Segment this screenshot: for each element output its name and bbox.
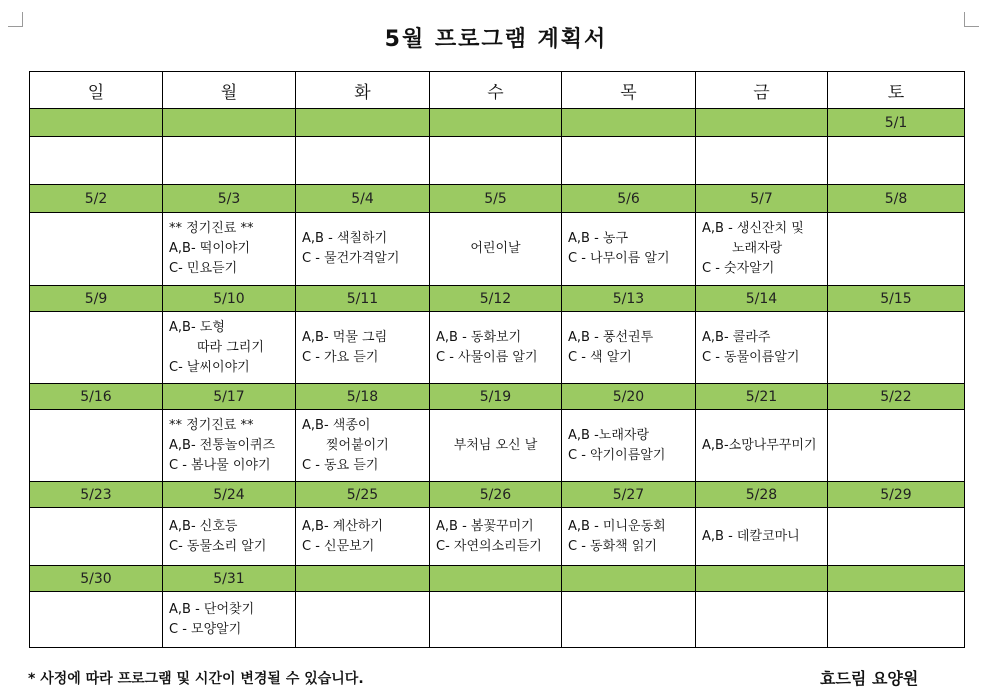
date-cell: 5/18 [296,384,430,410]
program-line: C - 나무이름 알기 [568,251,670,266]
date-cell [430,109,562,137]
date-cell [296,109,430,137]
program-cell [828,213,965,286]
program-line: C - 동물이름알기 [702,349,800,365]
program-cell [828,592,965,648]
weekday-sat: 토 [828,72,965,109]
date-cell: 5/10 [163,286,296,312]
weekday-mon: 월 [163,72,296,109]
program-cell [828,410,965,482]
program-row [30,508,965,566]
program-cell [296,137,430,185]
date-cell: 5/31 [163,566,296,592]
weekday-sun: 일 [30,72,163,109]
program-cell [163,410,296,482]
date-cell: 5/9 [30,286,163,312]
program-line: C - 동화책 읽기 [568,538,657,554]
date-cell [696,109,828,137]
program-line: C - 물건가격알기 [302,251,400,266]
program-cell [696,312,828,384]
date-cell [828,566,965,592]
program-cell [296,508,430,566]
program-line: 찢어붙이기 [326,437,389,453]
program-line: C - 악기이름알기 [568,447,666,463]
program-cell [430,213,562,286]
date-cell [562,566,696,592]
date-cell: 5/11 [296,286,430,312]
checkup-note: ** 정기진료 ** [169,221,254,236]
date-cell: 5/24 [163,482,296,508]
program-line: C- 동물소리 알기 [169,538,267,554]
date-cell: 5/3 [163,185,296,213]
date-cell: 5/1 [828,109,965,137]
date-cell [562,109,696,137]
program-cell [30,213,163,286]
weekday-header-row [30,72,965,109]
program-cell [30,312,163,384]
program-cell [296,410,430,482]
program-line: A,B - 색칠하기 [302,231,388,246]
date-row [30,109,965,137]
program-cell [296,592,430,648]
program-line: A,B- 신호등 [169,518,238,534]
program-cell [430,592,562,648]
page-title: 5월 프로그램 계획서 [384,27,608,52]
program-cell [828,137,965,185]
program-cell [696,592,828,648]
program-cell [163,592,296,648]
program-line: A,B-소망나무꾸미기 [702,437,817,453]
program-cell [696,213,828,286]
date-cell [430,566,562,592]
program-line: C- 자연의소리듣기 [436,538,542,554]
date-cell: 5/15 [828,286,965,312]
program-line: A,B -노래자랑 [568,427,649,443]
program-cell [430,410,562,482]
date-cell: 5/7 [696,185,828,213]
program-cell [163,213,296,286]
date-cell: 5/12 [430,286,562,312]
program-cell [562,410,696,482]
program-cell [30,592,163,648]
program-line: A,B - 봄꽃꾸미기 [436,518,534,534]
program-line: C- 민요듣기 [169,261,238,276]
program-cell [430,508,562,566]
weekday-thu: 목 [562,72,696,109]
program-line: C - 가요 듣기 [302,349,379,365]
date-cell: 5/25 [296,482,430,508]
date-cell: 5/28 [696,482,828,508]
program-cell [163,312,296,384]
date-cell: 5/19 [430,384,562,410]
program-cell [430,312,562,384]
weekday-wed: 수 [430,72,562,109]
program-cell [562,312,696,384]
program-cell [562,508,696,566]
date-cell: 5/27 [562,482,696,508]
date-row [30,482,965,508]
date-cell [296,566,430,592]
date-cell [696,566,828,592]
organization-name: 효드림 요양원 [820,669,919,688]
program-line: C - 신문보기 [302,538,375,554]
program-line: A,B- 색종이 [302,417,371,433]
date-cell: 5/8 [828,185,965,213]
program-cell [696,508,828,566]
date-row [30,286,965,312]
program-row [30,410,965,482]
program-cell [30,137,163,185]
date-cell: 5/23 [30,482,163,508]
program-line: A,B- 도형 [169,319,225,335]
program-cell [562,213,696,286]
program-row [30,213,965,286]
program-cell [30,410,163,482]
program-line: A,B- 콜라주 [702,329,771,345]
weekday-fri: 금 [696,72,828,109]
program-line: 노래자랑 [732,241,783,256]
date-row [30,566,965,592]
program-line: A,B- 계산하기 [302,518,383,534]
program-line: C - 사물이름 알기 [436,349,538,365]
program-line: A,B - 미니운동회 [568,518,666,534]
program-line: C - 봄나물 이야기 [169,457,271,473]
date-cell: 5/13 [562,286,696,312]
program-cell [828,312,965,384]
date-row [30,185,965,213]
date-cell: 5/21 [696,384,828,410]
program-cell [163,508,296,566]
program-row [30,312,965,384]
date-cell: 5/4 [296,185,430,213]
program-line: C- 날씨이야기 [169,359,250,375]
program-line: A,B - 단어찾기 [169,601,255,617]
program-line: A,B - 데칼코마니 [702,528,800,544]
date-cell: 5/30 [30,566,163,592]
holiday-label: 어린이날 [470,241,521,256]
program-line: C - 모양알기 [169,621,242,637]
program-cell [696,410,828,482]
program-line: A,B- 전통놀이퀴즈 [169,437,276,453]
date-cell: 5/22 [828,384,965,410]
date-cell: 5/29 [828,482,965,508]
program-row [30,137,965,185]
date-cell: 5/16 [30,384,163,410]
program-cell [30,508,163,566]
date-cell: 5/26 [430,482,562,508]
program-line: A,B - 동화보기 [436,329,522,345]
date-cell: 5/17 [163,384,296,410]
program-cell [696,137,828,185]
date-cell: 5/14 [696,286,828,312]
program-cell [163,137,296,185]
program-calendar-table [29,71,965,648]
date-cell: 5/20 [562,384,696,410]
program-line: A,B- 먹물 그림 [302,329,388,345]
date-cell: 5/2 [30,185,163,213]
date-cell [30,109,163,137]
schedule-change-note: * 사정에 따라 프로그램 및 시간이 변경될 수 있습니다. [28,671,364,687]
program-line: C - 색 알기 [568,349,632,365]
date-row [30,384,965,410]
program-cell [296,213,430,286]
weekday-tue: 화 [296,72,430,109]
holiday-label: 부처님 오신 날 [453,437,538,453]
program-line: C - 동요 듣기 [302,457,379,473]
program-line: A,B - 생신잔치 및 [702,221,804,236]
program-row [30,592,965,648]
program-line: C - 숫자알기 [702,261,775,276]
program-line: A,B - 풍선권투 [568,329,654,345]
date-cell [163,109,296,137]
date-cell: 5/5 [430,185,562,213]
program-line: A,B- 떡이야기 [169,241,250,256]
program-line: 따라 그리기 [197,339,264,355]
program-cell [562,592,696,648]
checkup-note: ** 정기진료 ** [169,417,254,433]
program-cell [828,508,965,566]
program-cell [296,312,430,384]
date-cell: 5/6 [562,185,696,213]
program-cell [562,137,696,185]
program-line: A,B - 농구 [568,231,629,246]
program-cell [430,137,562,185]
